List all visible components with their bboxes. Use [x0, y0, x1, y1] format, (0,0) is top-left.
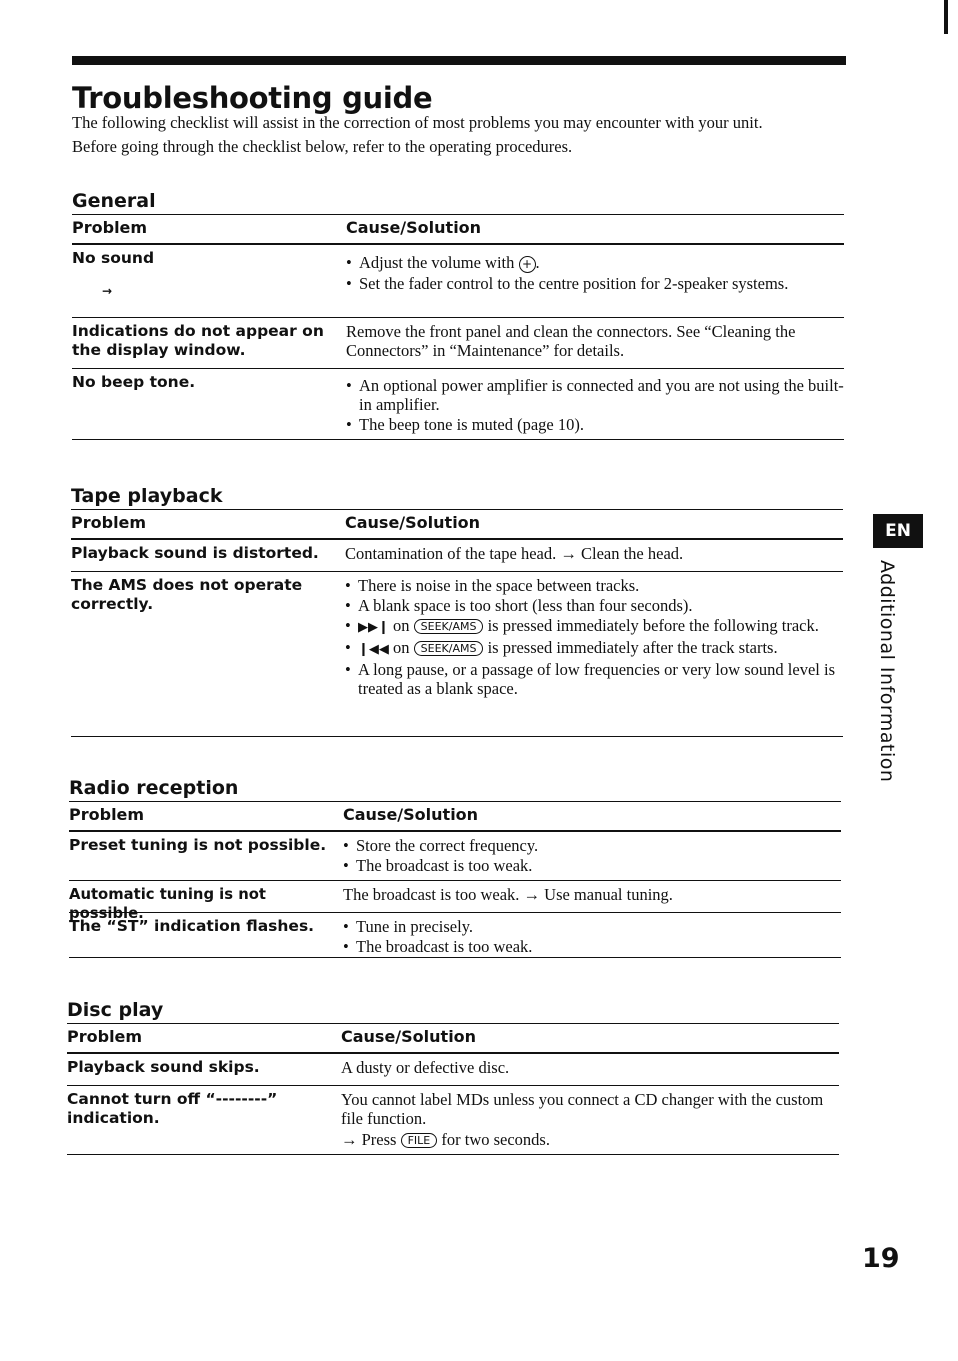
on-text: on: [393, 638, 410, 657]
problem-header: Problem: [71, 513, 147, 532]
list-item: • Tune in precisely.: [343, 917, 841, 936]
list-item: • There is noise in the space between tracks.: [345, 576, 843, 595]
cause-cell: [343, 917, 841, 956]
seek-ams-button: SEEK/AMS: [414, 619, 484, 634]
cause-text: You cannot label MDs unless you connect a CD changer with the custom file function.: [341, 1090, 824, 1128]
seek-ams-button: SEEK/AMS: [414, 641, 484, 656]
problem-cell: Indications do not appear on the display window.: [72, 322, 324, 359]
divider: [71, 736, 843, 737]
problem-cell: Playback sound is distorted.: [71, 544, 319, 562]
list-item: [345, 638, 843, 659]
problem-cell: No beep tone.: [72, 373, 196, 391]
cause-cell: [346, 249, 844, 313]
cause-cell: [346, 373, 844, 435]
list-item: • The beep tone is muted (page 10).: [346, 415, 844, 434]
problem-cell: The AMS does not operate correctly.: [71, 576, 303, 613]
cause-cell: Contamination of the tape head. → Clean the head.: [345, 544, 684, 563]
section-title: Tape playback: [71, 485, 223, 507]
list-item: • Set the fader control to the centre position for 2-speaker systems.: [346, 274, 844, 293]
problem-cell: [72, 249, 346, 313]
table-row: [69, 832, 841, 880]
section-title: Radio reception: [69, 777, 239, 799]
problem-cell: Preset tuning is not possible.: [69, 836, 327, 854]
divider: [67, 1154, 839, 1155]
table-row: [67, 1086, 839, 1154]
table-row: [72, 369, 844, 439]
intro-paragraph: The following checklist will assist in the correction of most problems you may encounter with your unit.: [72, 113, 763, 132]
cause-cell: A dusty or defective disc.: [341, 1058, 510, 1077]
cause-header: Cause/Solution: [343, 805, 479, 824]
list-item: • Adjust the volume with + .: [346, 253, 844, 273]
intro-text: [72, 114, 842, 162]
table-row: [71, 572, 843, 736]
divider: [69, 957, 841, 958]
list-item: • A long pause, or a passage of low frequencies or very low sound level is treated as a blank space.: [345, 660, 843, 698]
section-radio-reception: [69, 775, 841, 958]
list-item: • The broadcast is too weak.: [343, 937, 841, 956]
problem-header: Problem: [67, 1027, 143, 1046]
table-header: [72, 215, 844, 243]
cause-header: Cause/Solution: [345, 513, 481, 532]
problem-cell: The “ST” indication flashes.: [69, 917, 315, 935]
press-instruction: [341, 1130, 839, 1149]
list-item: • An optional power amplifier is connected and you are not using the built-in amplifier.: [346, 376, 844, 414]
page-number: 19: [862, 1243, 900, 1274]
problem-header: Problem: [72, 218, 148, 237]
press-text: Press: [361, 1130, 397, 1149]
language-tab: EN: [873, 514, 923, 548]
table-row: [69, 881, 841, 922]
problem-text: No sound: [72, 249, 155, 267]
next-track-icon: ▶▶❙: [358, 620, 389, 635]
prev-track-icon: ❙◀◀: [358, 642, 389, 657]
divider: [72, 439, 844, 440]
list-item: • Store the correct frequency.: [343, 836, 841, 855]
item-text: is pressed immediately before the following track.: [487, 616, 819, 635]
table-row: [72, 318, 844, 368]
side-section-label: Additional Information: [876, 560, 898, 783]
table-row: [71, 540, 843, 571]
section-tape-playback: [71, 483, 843, 737]
page-title: Troubleshooting guide: [72, 81, 433, 116]
problem-header: Problem: [69, 805, 145, 824]
cause-cell: [341, 1090, 839, 1150]
cause-header: Cause/Solution: [346, 218, 482, 237]
section-title: Disc play: [67, 999, 164, 1021]
cause-cell: [343, 836, 841, 876]
list-item: • A blank space is too short (less than four seconds).: [345, 596, 843, 615]
volume-plus-icon: +: [519, 256, 536, 273]
problem-cell: Playback sound skips.: [67, 1058, 260, 1076]
table-row: [72, 245, 844, 317]
intro-paragraph: Before going through the checklist below, refer to the operating procedures.: [72, 137, 573, 156]
press-rest-text: for two seconds.: [441, 1130, 550, 1149]
cause-cell: The broadcast is too weak. → Use manual tuning.: [343, 885, 673, 904]
title-rule: [72, 56, 846, 65]
edge-mark: [944, 0, 948, 34]
section-general: [72, 188, 844, 440]
section-disc-play: [67, 997, 839, 1155]
margin-mark: →: [102, 284, 113, 298]
file-button: FILE: [401, 1133, 438, 1148]
arrow-icon: →: [341, 1130, 358, 1149]
table-header: [67, 1024, 839, 1052]
item-text: is pressed immediately after the track starts.: [487, 638, 778, 657]
table-header: [69, 802, 841, 830]
problem-cell: Cannot turn off “--------” indication.: [67, 1090, 278, 1127]
section-title: General: [72, 190, 156, 212]
on-text: on: [393, 616, 410, 635]
list-item: • The broadcast is too weak.: [343, 856, 841, 875]
list-item: [345, 616, 843, 637]
item-text: Adjust the volume with: [359, 253, 515, 272]
cause-cell: Remove the front panel and clean the connectors. See “Cleaning the Connectors” in “Maintenance” for details.: [346, 322, 796, 360]
cause-cell: [345, 576, 843, 732]
problem-cell: Automatic tuning is not possible.: [69, 886, 266, 922]
table-row: [69, 913, 841, 957]
table-header: [71, 510, 843, 538]
cause-header: Cause/Solution: [341, 1027, 477, 1046]
table-row: [67, 1054, 839, 1085]
